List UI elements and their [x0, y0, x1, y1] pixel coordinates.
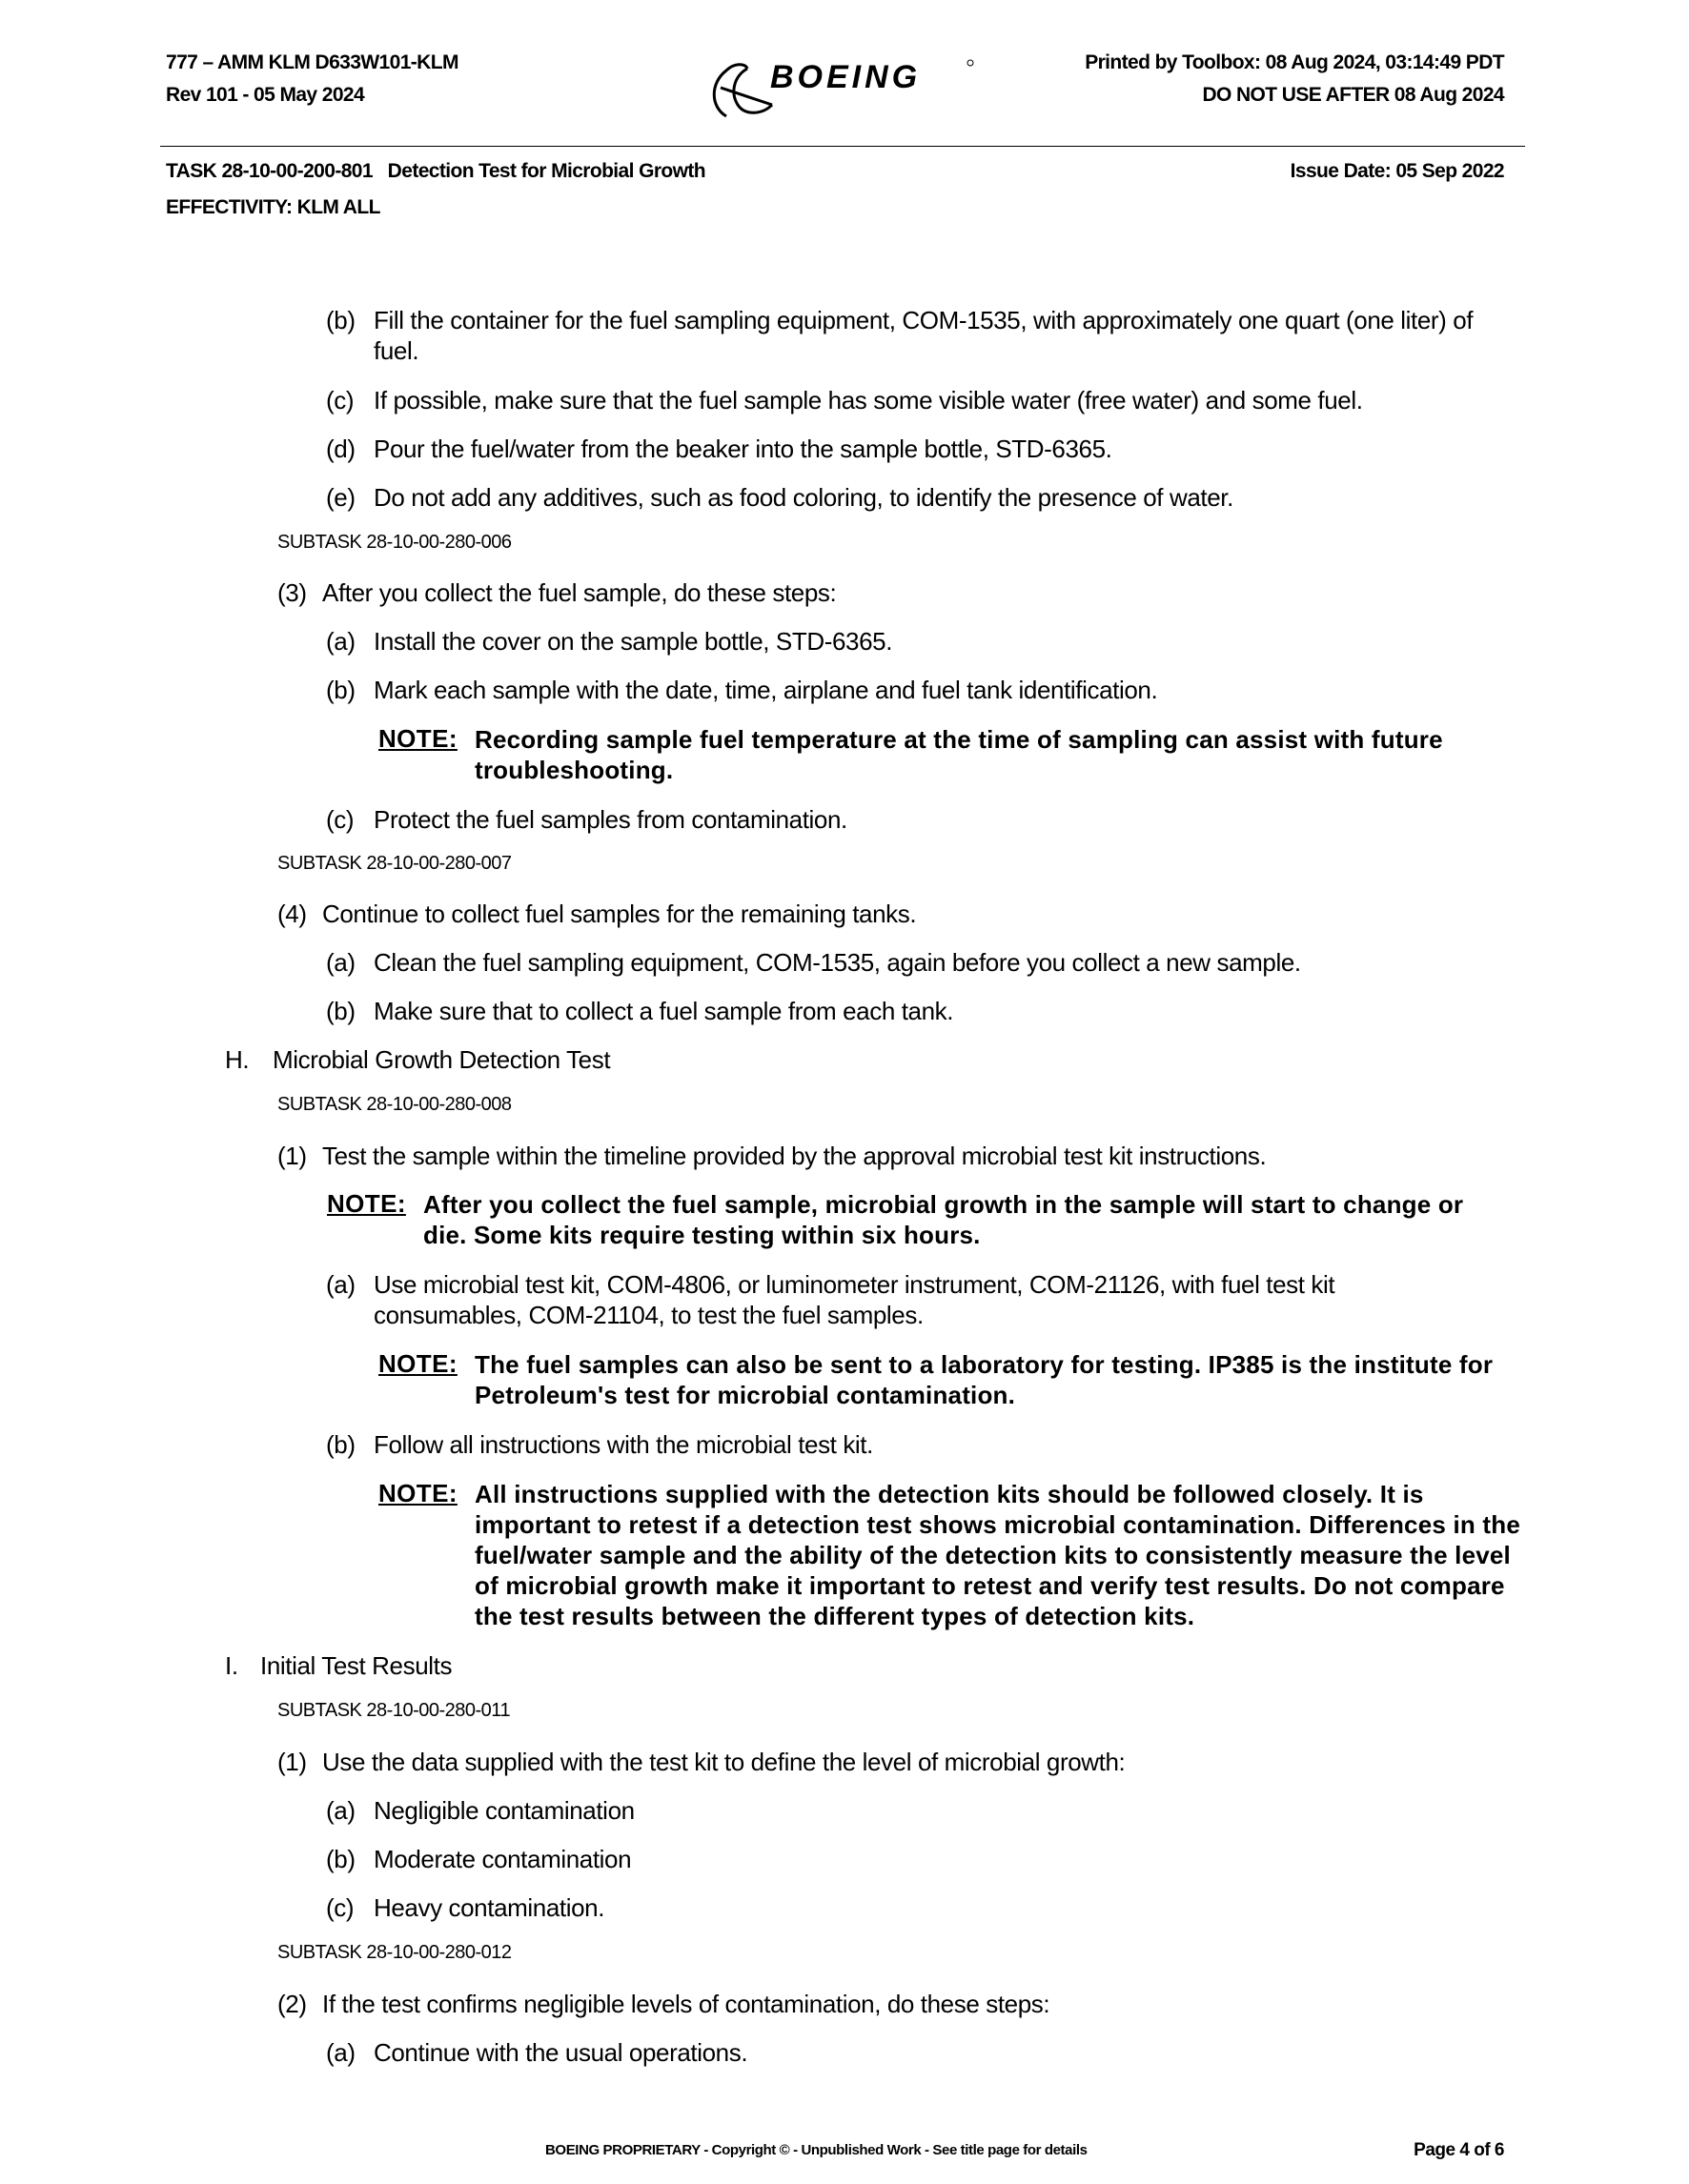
do-not-use-after: DO NOT USE AFTER 08 Aug 2024 [1202, 84, 1504, 106]
boeing-logo [705, 50, 991, 126]
revision: Rev 101 - 05 May 2024 [166, 84, 365, 106]
subtask-id: SUBTASK 28-10-00-280-008 [277, 1094, 512, 1115]
effectivity: EFFECTIVITY: KLM ALL [166, 196, 380, 218]
header-rule [160, 146, 1525, 147]
footer-proprietary: BOEING PROPRIETARY - Copyright © - Unpublished Work - See title page for details [545, 2142, 1088, 2158]
task-title: TASK 28-10-00-200-801 Detection Test for Microbial Growth [166, 160, 705, 182]
document-id: 777 – AMM KLM D633W101-KLM [166, 51, 458, 73]
subtask-id: SUBTASK 28-10-00-280-011 [277, 1700, 511, 1721]
subtask-id: SUBTASK 28-10-00-280-007 [277, 853, 512, 874]
svg-text:BOEING: BOEING [770, 59, 922, 95]
subtask-id: SUBTASK 28-10-00-280-012 [277, 1942, 512, 1963]
printed-by: Printed by Toolbox: 08 Aug 2024, 03:14:49 PDT [1085, 51, 1504, 73]
page-number: Page 4 of 6 [1414, 2140, 1504, 2160]
issue-date: Issue Date: 05 Sep 2022 [1290, 160, 1504, 182]
subtask-id: SUBTASK 28-10-00-280-006 [277, 532, 512, 553]
